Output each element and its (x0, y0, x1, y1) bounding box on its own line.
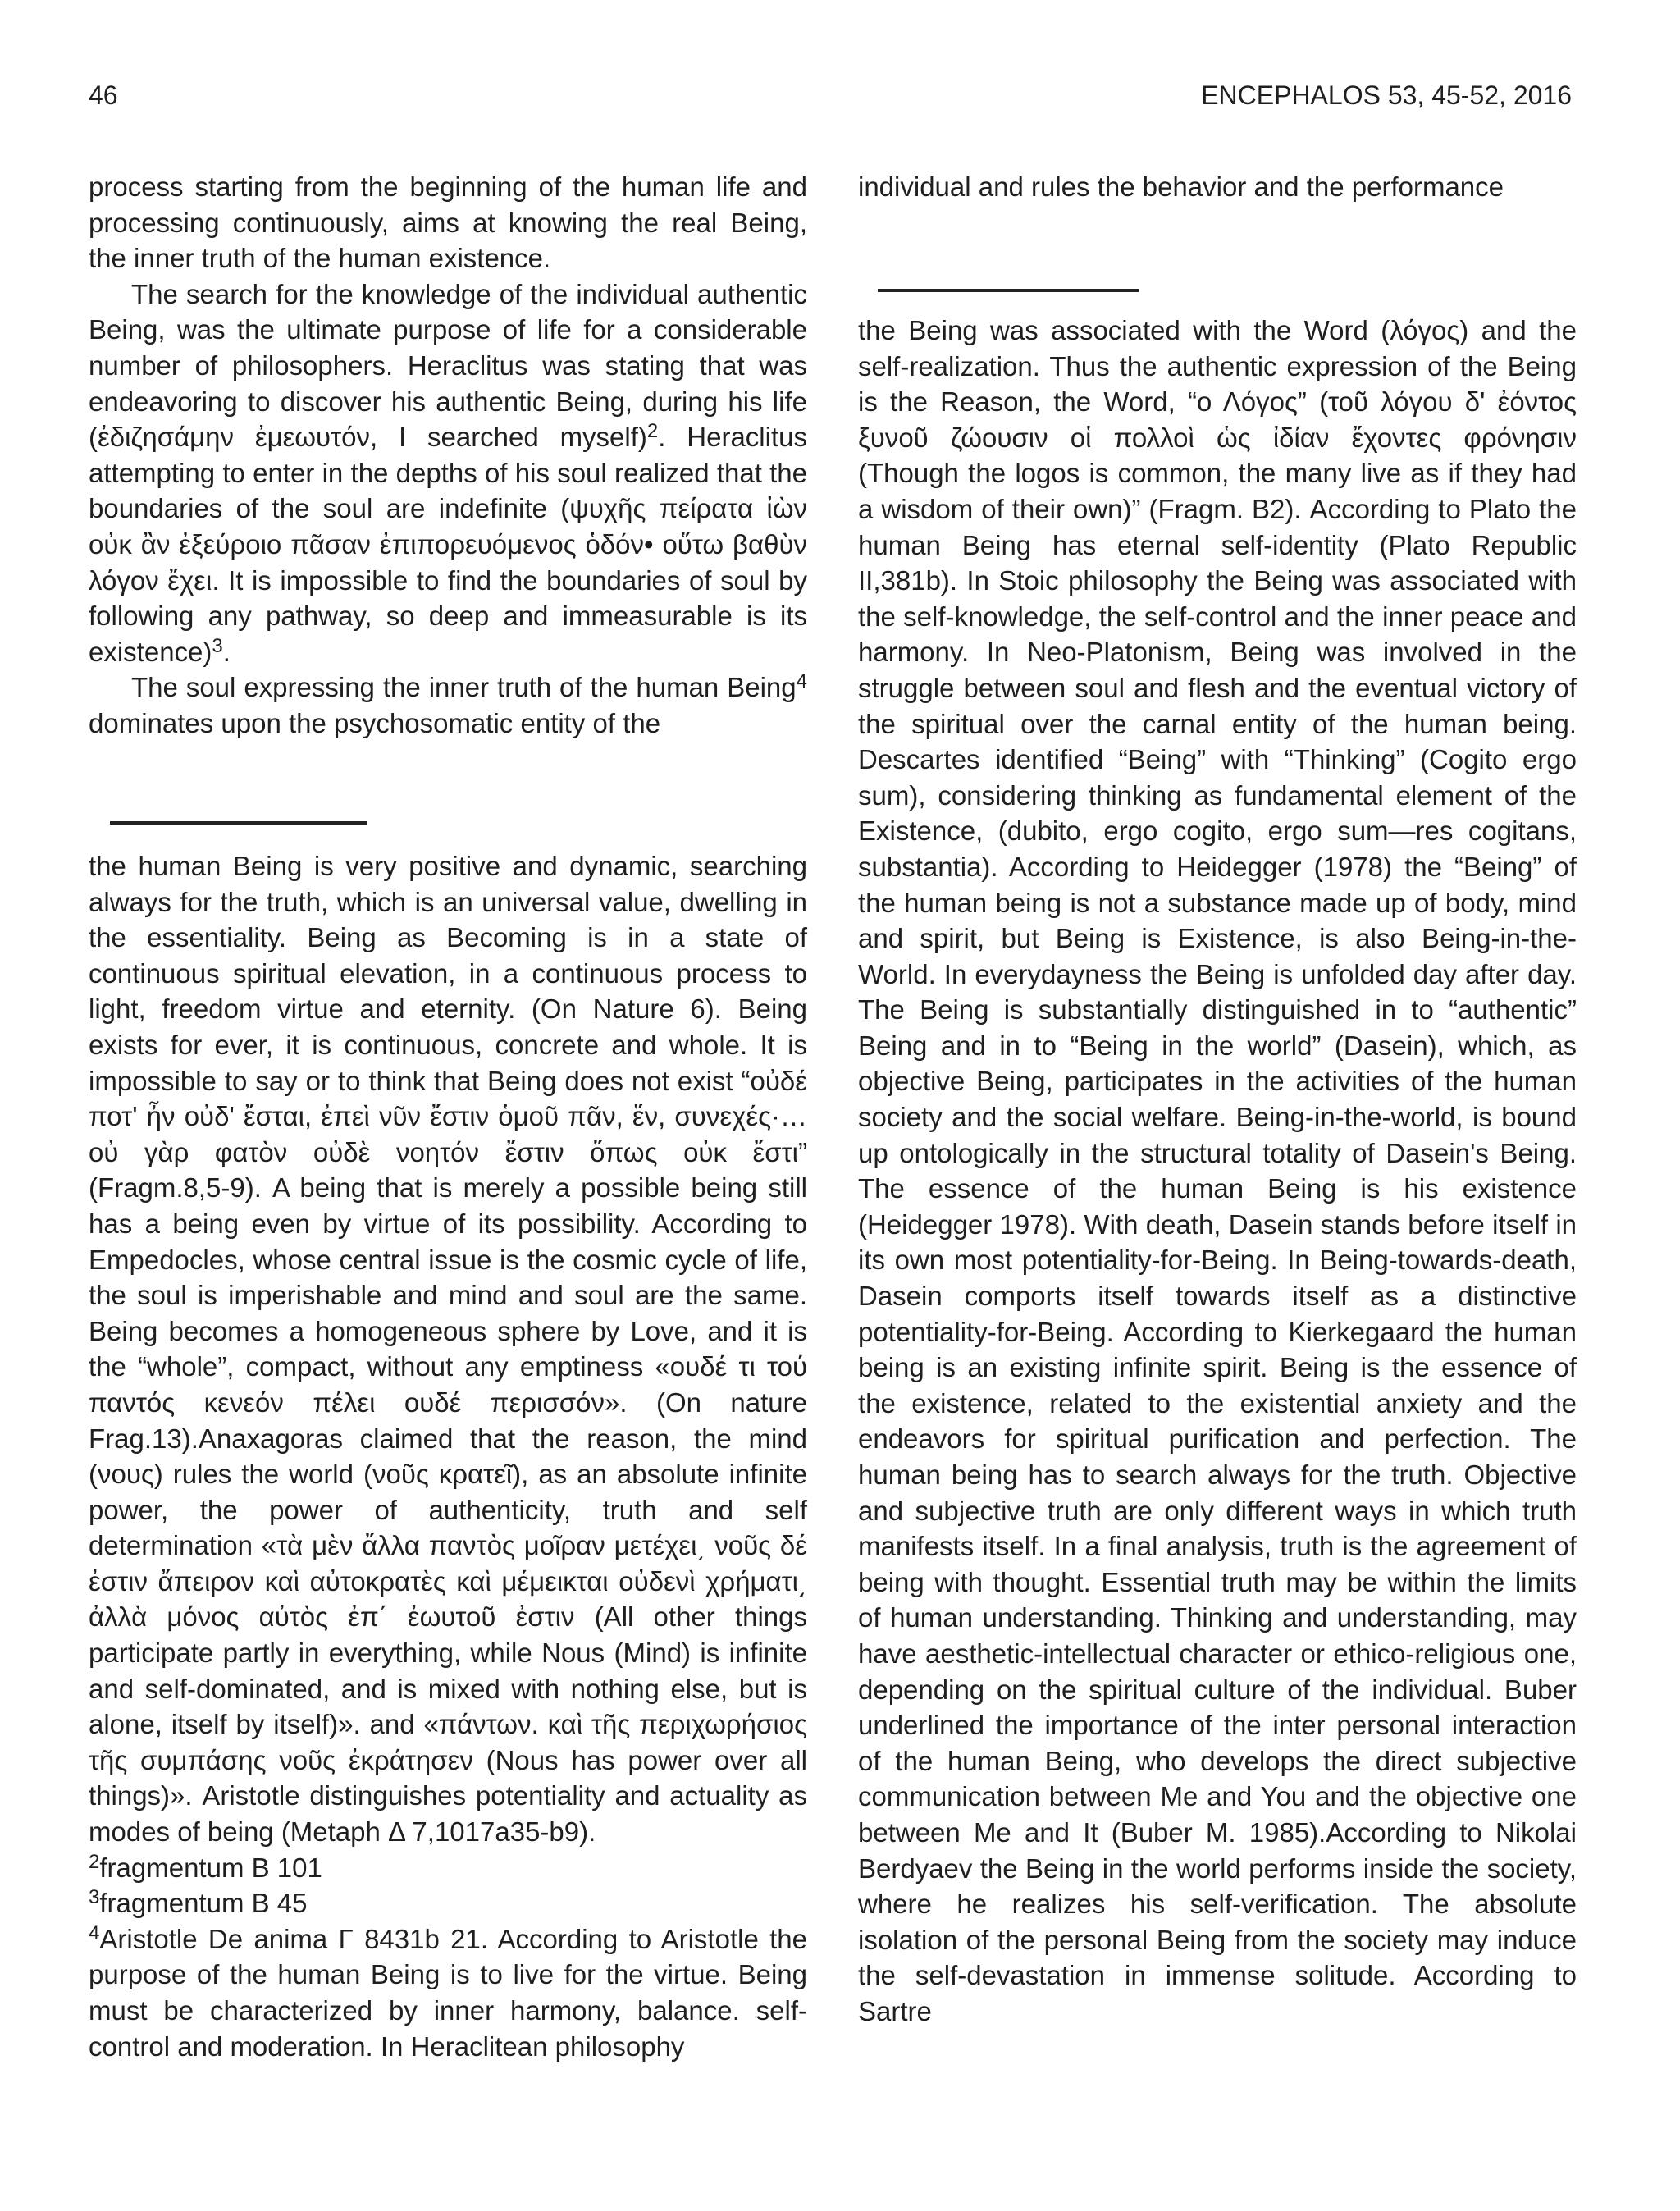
footnote-separator (110, 821, 368, 825)
paragraph-text: . (222, 636, 231, 667)
footnote-ref[interactable]: 2 (646, 420, 659, 443)
footnote-number: 2 (89, 1850, 100, 1873)
footnote-number: 4 (89, 1921, 100, 1944)
paragraph-text: The search for the knowledge of the individual authentic Being, was the ultimate purpose of life for a considerable number of philosophers. Heraclitus was stating that was endeavoring to discover his authentic Being, during his life (ἐδιζησάμην ἐμεωυτόν, I searched myself) (89, 278, 807, 453)
right-footnotes (858, 313, 1577, 2030)
left-footnotes (89, 848, 807, 2064)
footnote-text: fragmentum B 45 (99, 1888, 308, 1919)
footnote-continuation: the human Being is very positive and dynamic, searching always for the truth, which is an universal value, dwelling in the essentiality. Being as Becoming is in a state of continuous spiritual elevation, in a continuous process to light, freedom virtue and eternity. (On Nature 6). Being exists for ever, it is continuous, concrete and whole. It is impossible to say or to think that Being does not exist “οὐδέ ποτ' ἦν οὐδ' ἔσται, ἐπεὶ νῦν ἔστιν ὁμοῦ πᾶν, ἕν, συνεχές·… οὐ γὰρ φατὸν οὐδὲ νοητόν ἔστιν ὅπως οὐκ ἔστι” (Fragm.8,5-9). A being that is merely a possible being still has a being even by virtue of its possibility. According to Empedocles, whose central issue is the cosmic cycle of life, the soul is imperishable and mind and soul are the same. Being becomes a homogeneous sphere by Love, and it is the “whole”, compact, without any emptiness «ουδέ τι τού παντός κενεόν πέλει ουδέ περισσόν». (On nature Frag.13).Anaxagoras claimed that the reason, the mind (νους) rules the world (νοῦς κρατεῖ), as an absolute infinite power, the power of authenticity, truth and self determination «τὰ μὲν ἄλλα παντὸς μοῖραν μετέχει͵ νοῦς δέ ἐστιν ἄπειρον καὶ αὐτοκρατὲς καὶ μέμεικται οὐδενὶ χρήματι͵ ἀλλὰ μόνος αὐτὸς ἐπ΄ ἐωυτοῦ ἐστιν (All other things participate partly in everything, while Nous (Mind) is infinite and self-dominated, and is mixed with nothing else, but is alone, itself by itself)». and «πάντων. καὶ τῆς περιχωρήσιος τῆς συμπάσης νοῦς ἐκράτησεν (Nous has power over all things)». Aristotle distinguishes potentiality and actuality as modes of being (Metaph Δ 7,1017a35-b9). (89, 851, 807, 1848)
footnote-2 (89, 1850, 807, 1886)
footnote-3 (89, 1885, 807, 1921)
paragraph-text: The soul expressing the inner truth of the human Being (131, 672, 797, 703)
footnote-text: Aristotle De anima Γ 8431b 21. According to Aristotle the purpose of the human Being is to live for the virtue. Being must be characterized by inner harmony, balance. self-control and moderation. In Heraclitean philosophy (89, 1923, 807, 2062)
right-column-body (858, 169, 1577, 205)
footnote-ref[interactable]: 3 (212, 634, 223, 657)
left-column-body (89, 169, 807, 742)
paragraph: individual and rules the behavior and the performance (858, 171, 1504, 202)
journal-header: ENCEPHALOS 53, 45-52, 2016 (1201, 80, 1572, 110)
footnote-number: 3 (89, 1886, 100, 1909)
footnote-ref[interactable]: 4 (796, 670, 807, 693)
footnote-text: fragmentum B 101 (99, 1852, 322, 1883)
footnote-continuation: the Being was associated with the Word (λόγος) and the self-realization. Thus the authentic expression of the Being is the Reason, the Word, “ο Λόγος” (τοῦ λόγου δ' ἐόντος ξυνοῦ ζώουσιν οἱ πολλοὶ ὡς ἰδίαν ἔχοντες φρόνησιν (Though the logos is common, the many live as if they had a wisdom of their own)” (Fragm. B2). According to Plato the human Being has eternal self-identity (Plato Republic II,381b). In Stoic philosophy the Being was associated with the self-knowledge, the self-control and the inner peace and harmony. In Neo-Platonism, Being was involved in the struggle between soul and flesh and the eventual victory of the spiritual over the carnal entity of the human being. Descartes identified “Being” with “Thinking” (Cogito ergo sum), considering thinking as fundamental element of the Existence, (dubito, ergo cogito, ergo sum—res cogitans, substantia). According to Heidegger (1978) the “Being” of the human being is not a substance made up of body, mind and spirit, but Being is Existence, is also Being-in-the-World. In everydayness the Being is unfolded day after day. The Being is substantially distinguished in to “authentic” Being and in to “Being in the world” (Dasein), which, as objective Being, participates in the activities of the human society and the social welfare. Being-in-the-world, is bound up ontologically in the structural totality of Dasein's Being. The essence of the human Being is his existence (Heidegger 1978). With death, Dasein stands before itself in its own most potentiality-for-Being. In Being-towards-death, Dasein comports itself towards itself as a distinctive potentiality-for-Being. According to Kierkegaard the human being is an existing infinite spirit. Being is the essence of the existence, related to the existential anxiety and the endeavors for spiritual purification and perfection. The human being has to search always for the truth. Objective and subjective truth are only different ways in which truth manifests itself. In a final analysis, truth is the agreement of being with thought. Essential truth may be within the limits of human understanding. Thinking and understanding, may have aesthetic-intellectual character or ethico-religious one, depending on the spiritual culture of the individual. Buber underlined the importance of the inter personal interaction of the human Being, who develops the direct subjective communication between Me and You and the objective one between Me and It (Buber M. 1985).According to Nikolai Berdyaev the Being in the world performs inside the society, where he realizes his self-verification. The absolute isolation of the personal Being from the society may induce the self-devastation in immense solitude. According to Sartre (858, 315, 1577, 2026)
paragraph (89, 276, 807, 670)
footnote-4 (89, 1921, 807, 2064)
paragraph-text: . Heraclitus attempting to enter in the depths of his soul realized that the boundaries of the soul are indefinite (ψυχῆς πείρατα ἰὼν οὐκ ἂν ἐξεύροιο πᾶσαν ἐπιπορευόμενος ὁδόν• οὕτω βαθὺν λόγον ἔχει. It is impossible to find the boundaries of soul by following any pathway, so deep and immeasurable is its existence) (89, 422, 807, 667)
page-number: 46 (89, 80, 118, 110)
paragraph (89, 669, 807, 741)
paragraph: process starting from the beginning of the human life and processing continuously, aims at knowing the real Being, the inner truth of the human existence. (89, 171, 807, 274)
footnote-separator (878, 289, 1139, 292)
paragraph-text: dominates upon the psychosomatic entity of the (89, 707, 661, 738)
